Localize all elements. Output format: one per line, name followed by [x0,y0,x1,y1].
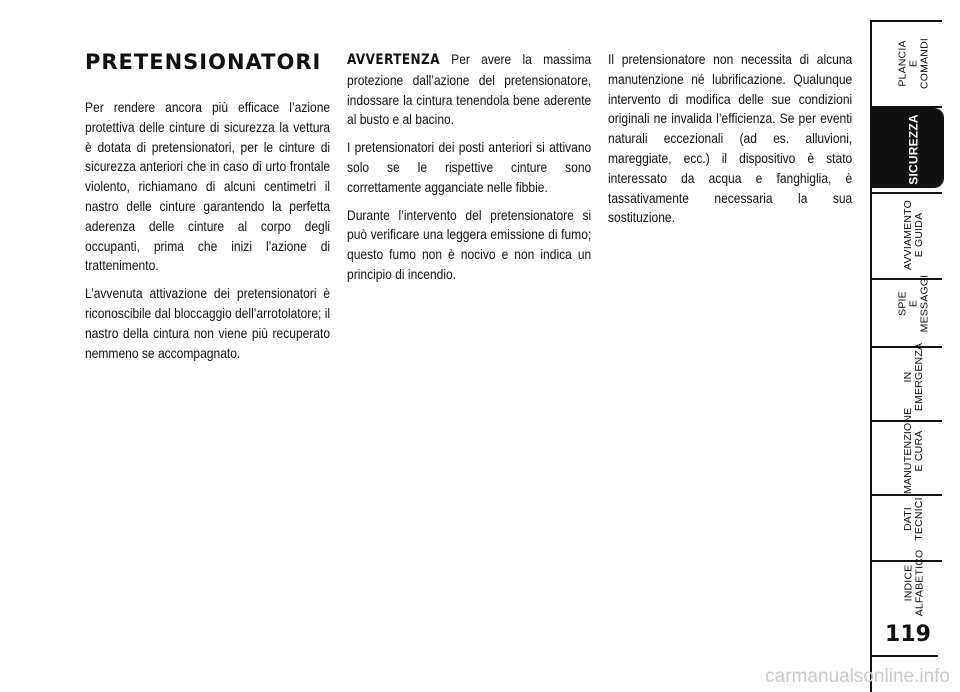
paragraph: I pretensionatori dei posti anteriori si attivano solo se le rispettive cinture sono correttamente agganciate nelle fibbie. [347,139,592,195]
column-3 [608,50,853,236]
paragraph: Per rendere ancora più efficace l’azione protettiva delle cinture di sicurezza la vettura è dotata di pretensionatori, per le cinture di sicurezza anteriori che in caso di urto frontale violento, richiamano di alcuni centimetri il nastro delle cinture garantendo la perfetta aderenza delle cinture al corpo degli occupanti, prima che inizi l’azione di trattenimento. [85,99,331,274]
page-number: 119 [885,622,931,647]
page-number-rule [872,655,938,657]
tab-plancia-e-comandi[interactable] [870,20,942,106]
tab-label: DATI TECNICI [902,497,925,541]
warning-text: Per avere la massima protezione dall’azione del pretensionatore, indossare la cintura tenendola bene aderente al busto e al bacino. [347,51,592,128]
column-2 [347,50,590,293]
tab-label: PLANCIA E COMANDI [896,37,931,89]
column-1 [85,50,330,371]
page-title: PRETENSIONATORI [85,50,322,74]
tab-label: AVVIAMENTO E GUIDA [902,200,926,270]
warning-paragraph [347,50,591,130]
paragraph: Durante l’intervento del pretensionatore si può verificare una leggera emissione di fumo; questo fumo non è nocivo e non indica un principio di incendio. [347,206,592,282]
tab-label: SPIE E MESSAGGI [896,274,931,332]
tab-indice-alfabetico[interactable] [870,540,942,626]
section-sidebar [870,0,960,692]
tab-sicurezza[interactable] [870,106,942,192]
paragraph: L’avvenuta attivazione dei pretensionatori è riconoscibile dal bloccaggio dell’arrotolatore; il nastro della cintura non viene più recuperato nemmeno se accompagnato. [85,285,331,361]
paragraph: Il pretensionatore non necessita di alcuna manutenzione né lubrificazione. Qualunque intervento di modifica delle sue condizioni originali ne invalida l’efficienza. Se per eventi naturali eccezionali (ad es. alluvioni, mareggiate, ecc.) il dispositivo è stato interessato da acqua e fanghiglia, è tassativamente necessaria la sua sostituzione. [608,51,853,226]
tab-label: MANUTENZIONE E CURA [902,407,925,494]
watermark: carmanualsonline.info [765,666,950,687]
tab-label: IN EMERGENZA [902,342,926,412]
tab-label: INDICE ALFABETICO [902,549,925,617]
warning-label: AVVERTENZA [347,52,440,68]
tab-label: SICUREZZA [906,113,921,185]
